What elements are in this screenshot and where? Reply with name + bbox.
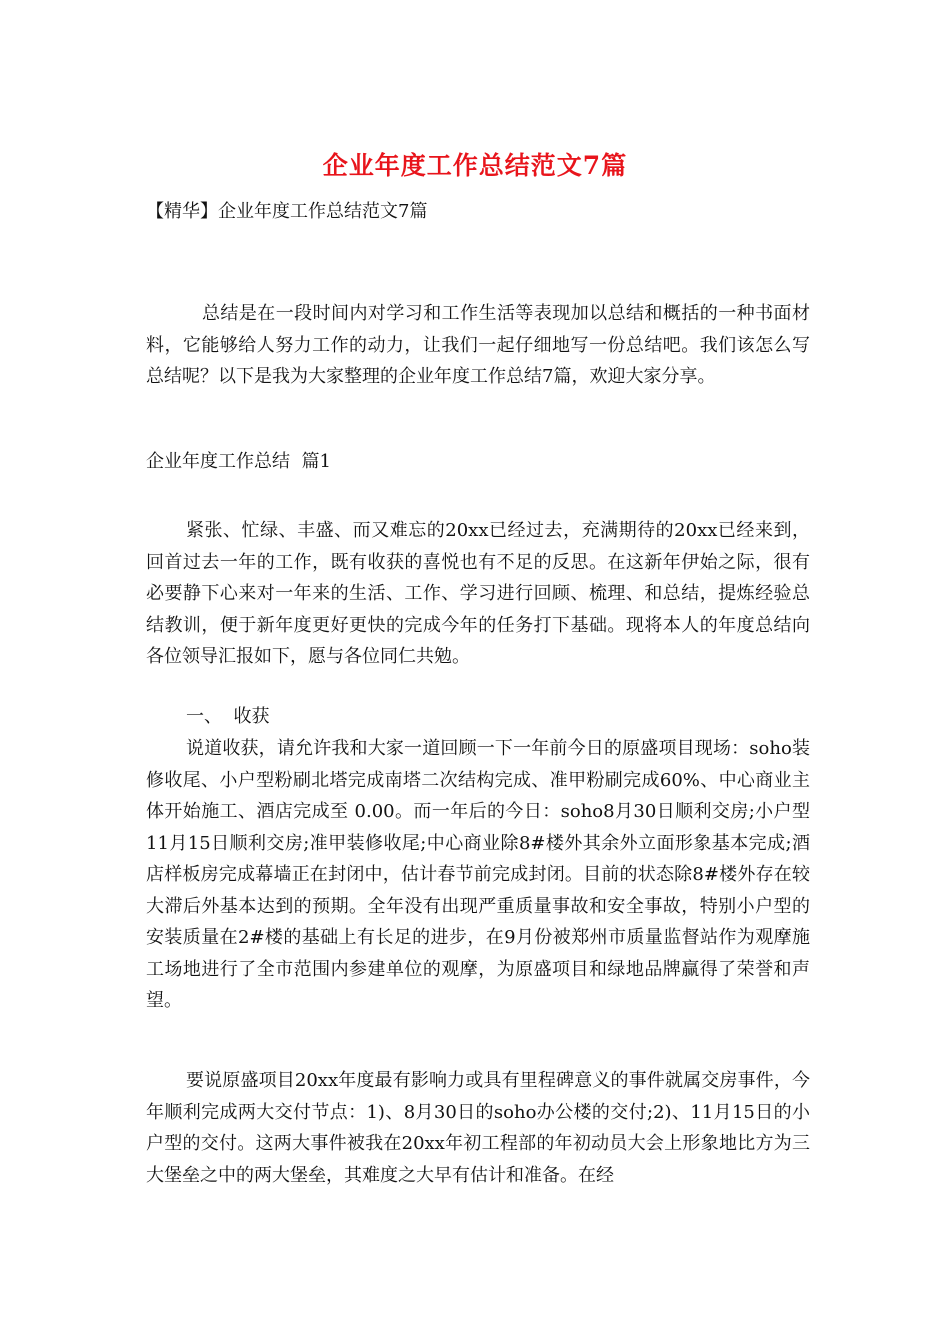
section-heading: 企业年度工作总结 篇1 <box>146 451 331 472</box>
body-paragraph-3: 要说原盛项目20xx年度最有影响力或具有里程碑意义的事件就属交房事件，今年顺利完成两大交付节点：1)、8月30日的soho办公楼的交付;2)、11月15日的小户型的交付。这两大事件被我在20xx年初工程部的年初动员大会上形象地比方为三大堡垒之中的两大堡垒，其难度之大早有估计和准备。在经 <box>146 1070 810 1186</box>
document-title: 企业年度工作总结范文7篇 <box>322 151 628 180</box>
body-paragraph-1: 紧张、忙绿、丰盛、而又难忘的20xx已经过去，充满期待的20xx已经来到，回首过去一年的工作，既有收获的喜悦也有不足的反思。在这新年伊始之际，很有必要静下心来对一年来的生活、工作、学习进行回顾、梳理、和总结，提炼经验总结教训，便于新年度更好更快的完成今年的任务打下基础。现将本人的年度总结向各位领导汇报如下，愿与各位同仁共勉。 <box>146 520 810 667</box>
intro-paragraph: 总结是在一段时间内对学习和工作生活等表现加以总结和概括的一种书面材料，它能够给人努力工作的动力，让我们一起仔细地写一份总结吧。我们该怎么写总结呢？以下是我为大家整理的企业年度工作总结7篇，欢迎大家分享。 <box>146 303 810 387</box>
body-paragraph-2: 说道收获，请允许我和大家一道回顾一下一年前今日的原盛项目现场：soho装修收尾、小户型粉刷北塔完成南塔二次结构完成、准甲粉刷完成60%、中心商业主体开始施工、酒店完成至 0.00。而一年后的今日：soho8月30日顺利交房;小户型11月15日顺利交房;准甲装修收尾;中心商业除8#楼外其余外立面形象基本完成;酒店样板房完成幕墙正在封闭中，估计春节前完成封闭。目前的状态除8#楼外存在较大滞后外基本达到的预期。全年没有出现严重质量事故和安全事故，特别小户型的安装质量在2#楼的基础上有长足的进步，在9月份被郑州市质量监督站作为观摩施工场地进行了全市范围内参建单位的观摩，为原盛项目和绿地品牌赢得了荣誉和声望。 <box>146 738 810 1011</box>
subheading-harvest: 一、 收获 <box>186 706 270 727</box>
document-subtitle: 【精华】企业年度工作总结范文7篇 <box>146 201 428 222</box>
